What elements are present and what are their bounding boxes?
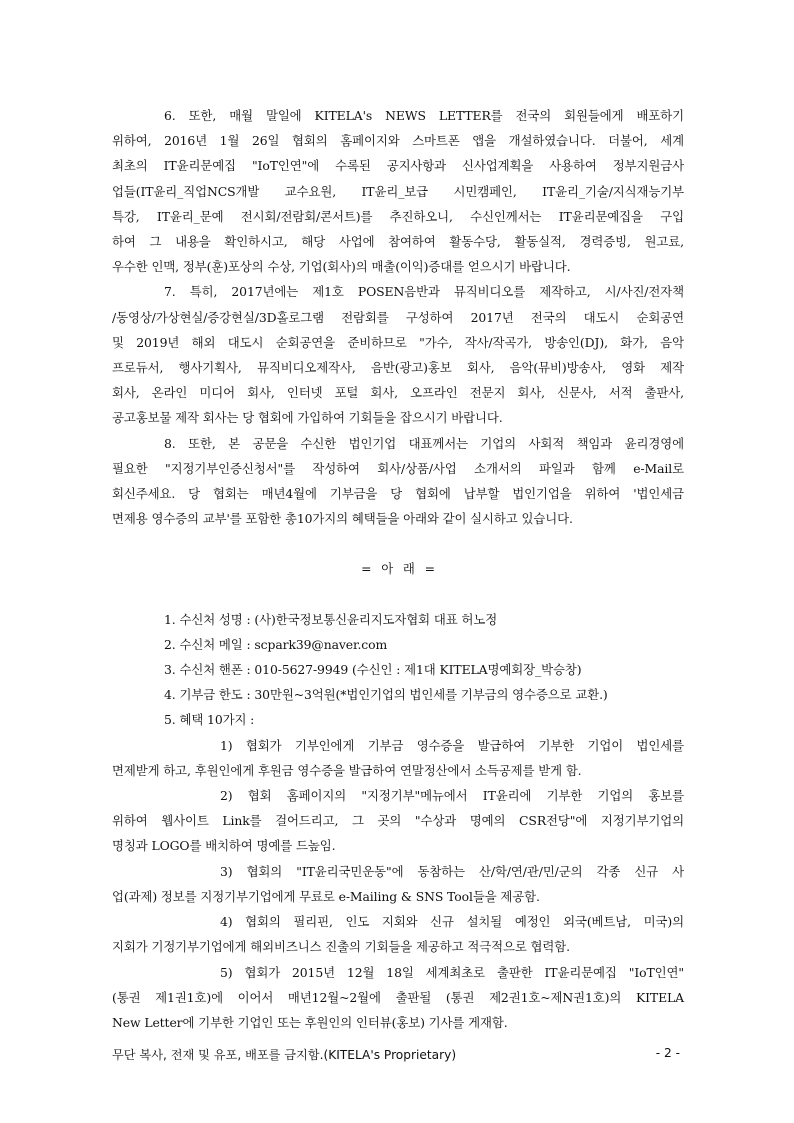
benefit-line: 1) 협회가 기부인에게 기부금 영수증을 발급하여 기부한 기업이 법인세를	[220, 737, 684, 753]
benefit-line: 면제받게 하고, 후원인에게 후원금 영수증을 발급하여 연말정산에서 소득공제를 받게 함.	[112, 762, 582, 778]
detail-donation-limit: 4. 기부금 한도 : 30만원~3억원(*법인기업의 법인세를 기부금의 영수증으로 교환.)	[164, 687, 608, 703]
notice-heading: = 아 래 =	[361, 561, 435, 577]
benefit-line: 명칭과 LOGO를 배치하여 명예를 드높임.	[112, 838, 336, 854]
details-list	[112, 607, 684, 733]
paragraph-line: /동영상/가상현실/증강현실/3D홀로그램 전람회를 구성하여 2017년 전국의 대도시 순회공연	[112, 309, 684, 325]
benefit-1	[112, 733, 684, 783]
paragraph-line: 필요한 "지정기부인증신청서"를 작성하여 회사/상품/사업 소개서의 파일과 함께 e-Mail로	[112, 460, 684, 476]
benefit-line: 지회가 기정기부기업에게 해외비즈니스 진출의 기회들을 제공하고 적극적으로 협력함.	[112, 939, 571, 955]
paragraph-line: 공고홍보물 제작 회사는 당 협회에 가입하여 기회들을 잡으시기 바랍니다.	[112, 410, 503, 426]
detail-benefits-heading: 5. 혜택 10가지 :	[164, 712, 255, 728]
paragraph-line: 7. 특히, 2017년에는 제1호 POSEN음반과 뮤직비디오를 제작하고, 시/사진/전자책	[164, 284, 684, 300]
paragraph-7	[112, 279, 684, 430]
benefit-4	[112, 909, 684, 959]
benefit-line: 4) 협회의 필리핀, 인도 지회와 신규 설치될 예정인 외국(베트남, 미국)의	[220, 914, 684, 930]
paragraph-6	[112, 103, 684, 279]
paragraph-line: 특강, IT윤리_문예 전시회/전람회/콘서트)를 추진하오니, 수신인께서는 IT윤리문예집을 구입	[112, 208, 684, 224]
paragraph-line: 회신주세요. 당 협회는 매년4월에 기부금을 당 협회에 납부할 법인기업을 위하여 '법인세금	[112, 486, 684, 502]
paragraph-line: 프로듀서, 행사기획사, 뮤직비디오제작사, 음반(광고)홍보 회사, 음악(뮤비)방송사, 영화 제작	[112, 360, 684, 376]
benefit-line: (통권 제1권1호)에 이어서 매년12월~2월에 출판될 (통권 제2권1호~제N권1호)의 KITELA	[112, 989, 684, 1005]
paragraph-line: 면제용 영수증의 교부'를 포함한 총10가지의 혜택들을 아래와 같이 실시하고 있습니다.	[112, 511, 573, 527]
paragraph-line: 6. 또한, 매월 말일에 KITELA's NEWS LETTER를 전국의 회원들에게 배포하기	[164, 108, 684, 123]
paragraph-line: 위하여, 2016년 1월 26일 협회의 홈페이지와 스마트폰 앱을 개설하였습니다. 더불어, 세계	[112, 133, 684, 149]
main-body	[112, 103, 684, 1035]
paragraph-line: 우수한 인맥, 정부(훈)포상의 수상, 기업(회사)의 매출(이익)증대를 얻으시기 바랍니다.	[112, 259, 571, 275]
paragraph-line: 및 2019년 해외 대도시 순회공연을 준비하므로 "가수, 작사/작곡가, 방송인(DJ), 화가, 음악	[112, 334, 684, 350]
detail-recipient-email: 2. 수신처 메일 : scpark39@naver.com	[164, 636, 388, 652]
paragraph-8	[112, 431, 684, 532]
benefit-5	[112, 960, 684, 1036]
benefit-line: 위하여 웹사이트 Link를 걸어드리고, 그 곳의 "수상과 명예의 CSR전당"에 지정기부기업의	[112, 813, 684, 829]
paragraph-line: 회사, 온라인 미디어 회사, 인터넷 포털 회사, 오프라인 전문지 회사, 신문사, 서적 출판사,	[112, 385, 684, 401]
paragraph-line: 하여 그 내용을 확인하시고, 해당 사업에 참여하여 활동수당, 활동실적, 경력증빙, 원고료,	[112, 234, 684, 250]
page-number: - 2 -	[655, 1046, 680, 1060]
paragraph-line: 8. 또한, 본 공문을 수신한 법인기업 대표께서는 기업의 사회적 책임과 윤리경영에	[164, 435, 684, 451]
benefit-line: New Letter에 기부한 기업인 또는 후원인의 인터뷰(홍보) 기사를 게재함.	[112, 1014, 508, 1030]
copyright-notice: 무단 복사, 전재 및 유포, 배포를 금지함.(KITELA's Proprietary)	[112, 1048, 457, 1062]
paragraph-line: 최초의 IT윤리문예집 "IoT인연"에 수록된 공지사항과 신사업계획을 사용하여 정부지원금사	[112, 158, 684, 174]
benefit-2	[112, 783, 684, 859]
benefit-line: 5) 협회가 2015년 12월 18일 세계최초로 출판한 IT윤리문예집 "IoT인연"	[220, 964, 684, 980]
benefit-line: 3) 협회의 "IT윤리국민운동"에 동참하는 산/학/연/관/민/군의 각종 신규 사	[220, 863, 684, 879]
detail-recipient-phone: 3. 수신처 핸폰 : 010-5627-9949 (수신인 : 제1대 KITELA명예회장_박승창)	[164, 662, 582, 678]
benefit-line: 업(과제) 정보를 지정기부기업에게 무료로 e-Mailing & SNS Tool들을 제공함.	[112, 888, 540, 904]
detail-recipient-name: 1. 수신처 성명 : (사)한국정보통신윤리지도자협회 대표 허노정	[164, 611, 498, 627]
benefit-line: 2) 협회 홈페이지의 "지정기부"메뉴에서 IT윤리에 기부한 기업의 홍보를	[220, 788, 684, 804]
paragraph-line: 업들(IT윤리_직업NCS개발 교수요원, IT윤리_보급 시민캠페인, IT윤리_기술/지식재능기부	[112, 183, 684, 199]
benefit-3	[112, 859, 684, 909]
